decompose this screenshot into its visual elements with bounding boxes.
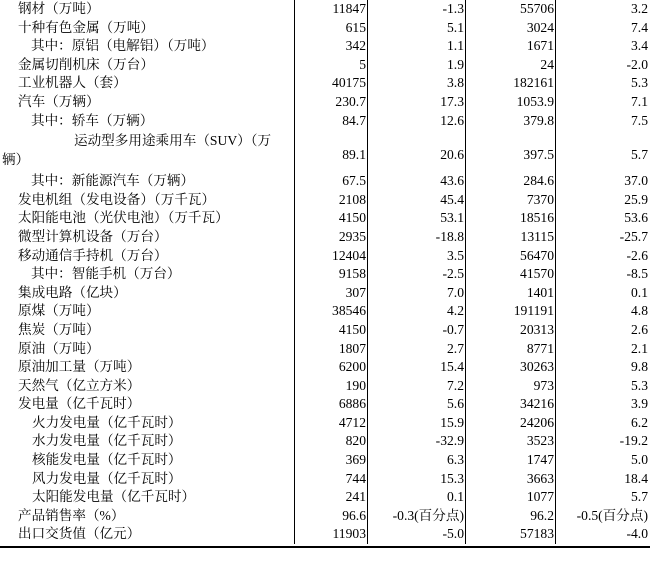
- table-row: [0, 130, 650, 172]
- value-cell-col4: 3.2: [631, 1, 648, 16]
- value-cell-col1: 744: [345, 470, 366, 486]
- value-cell-col4: 5.0: [631, 452, 648, 468]
- value-cell-col4: -2.6: [626, 247, 648, 263]
- value-cell-col3: 3663: [526, 470, 554, 486]
- value-cell-col1: 307: [345, 284, 366, 300]
- row-label: 产品销售率（%）: [18, 507, 125, 523]
- value-cell-col2: -0.7: [442, 321, 464, 337]
- value-cell-col1: 84.7: [342, 112, 366, 128]
- value-cell-col1: 2108: [338, 191, 366, 207]
- value-cell-col3: 1077: [526, 489, 554, 505]
- value-cell-col1: 89.1: [342, 147, 366, 163]
- value-cell-col3: 3024: [526, 19, 554, 35]
- value-cell-col4: 7.1: [631, 93, 648, 109]
- value-cell-col2: 4.2: [447, 303, 464, 319]
- value-cell-col4: -2.0: [626, 56, 648, 72]
- table-row: [0, 284, 650, 303]
- value-cell-col2: 53.1: [440, 210, 464, 226]
- value-cell-col3: 379.8: [523, 112, 554, 128]
- value-cell-col3: 973: [533, 377, 554, 393]
- row-label: 其中：原铝（电解铝）（万吨）: [31, 38, 215, 54]
- value-cell-col3: 8771: [526, 340, 554, 356]
- row-label: 发电量（亿千瓦时）: [18, 396, 141, 412]
- row-label: 天然气（亿立方米）: [18, 377, 141, 393]
- table-row: [0, 395, 650, 414]
- value-cell-col2: 20.6: [440, 147, 464, 163]
- value-cell-col1: 2935: [338, 228, 366, 244]
- table-row: [0, 172, 650, 191]
- value-cell-col3: 96.2: [530, 507, 554, 523]
- value-cell-col3: 57183: [520, 526, 554, 542]
- table-row: [0, 488, 650, 507]
- value-cell-col2: 15.9: [440, 414, 464, 430]
- value-cell-col4: 2.6: [631, 321, 648, 337]
- row-label: 钢材（万吨）: [18, 1, 100, 16]
- table-row: [0, 37, 650, 56]
- row-label: 移动通信手持机（万台）: [18, 247, 168, 263]
- value-cell-col3: 191191: [513, 303, 554, 319]
- table-bottom-border: [0, 546, 650, 548]
- table-row: [0, 507, 650, 526]
- row-label: 太阳能发电量（亿千瓦时）: [32, 489, 196, 505]
- value-cell-col3: 56470: [520, 247, 554, 263]
- table-row: [0, 321, 650, 340]
- value-cell-col1: 6886: [338, 396, 366, 412]
- table-row: [0, 377, 650, 396]
- value-cell-col3: 1053.9: [516, 93, 554, 109]
- table-row: [0, 191, 650, 210]
- value-cell-col4: 3.9: [631, 396, 648, 412]
- value-cell-col2: 2.7: [447, 340, 464, 356]
- value-cell-col2: -0.3(百分点): [392, 507, 464, 523]
- value-cell-col1: 5: [359, 56, 366, 72]
- row-label: 原油（万吨）: [18, 340, 100, 356]
- value-cell-col1: 241: [345, 489, 366, 505]
- value-cell-col2: 43.6: [440, 173, 464, 189]
- value-cell-col4: 4.8: [631, 303, 648, 319]
- value-cell-col2: 15.4: [440, 359, 464, 375]
- value-cell-col1: 342: [345, 38, 366, 54]
- row-label: 火力发电量（亿千瓦时）: [32, 414, 182, 430]
- table-row: [0, 0, 650, 19]
- table-row: [0, 525, 650, 544]
- value-cell-col4: 2.1: [631, 340, 648, 356]
- value-cell-col4: 37.0: [624, 173, 648, 189]
- value-cell-col3: 41570: [520, 266, 554, 282]
- table-row: [0, 112, 650, 131]
- value-cell-col2: 15.3: [440, 470, 464, 486]
- value-cell-col3: 55706: [520, 1, 554, 16]
- row-label: 其中：轿车（万辆）: [31, 112, 154, 128]
- table-row: [0, 74, 650, 93]
- value-cell-col3: 1747: [526, 452, 554, 468]
- table-row: [0, 93, 650, 112]
- value-cell-col4: 7.4: [631, 19, 648, 35]
- table-row: [0, 247, 650, 266]
- value-cell-col1: 11903: [332, 526, 366, 542]
- row-label: 金属切削机床（万台）: [18, 56, 154, 72]
- value-cell-col1: 615: [345, 19, 366, 35]
- table-row: [0, 302, 650, 321]
- row-label: 出口交货值（亿元）: [18, 526, 141, 542]
- value-cell-col3: 18516: [520, 210, 554, 226]
- table-row: [0, 432, 650, 451]
- value-cell-col4: 18.4: [624, 470, 648, 486]
- value-cell-col4: -19.2: [619, 433, 648, 449]
- value-cell-col4: 0.1: [631, 284, 648, 300]
- table-row: [0, 265, 650, 284]
- value-cell-col1: 6200: [338, 359, 366, 375]
- table-row: [0, 228, 650, 247]
- value-cell-col3: 397.5: [523, 147, 554, 163]
- value-cell-col2: -1.3: [442, 1, 464, 16]
- value-cell-col3: 34216: [520, 396, 554, 412]
- row-label: 工业机器人（套）: [18, 75, 127, 91]
- row-label: 核能发电量（亿千瓦时）: [32, 452, 182, 468]
- value-cell-col3: 3523: [526, 433, 554, 449]
- row-label: 十种有色金属（万吨）: [18, 19, 154, 35]
- value-cell-col2: 7.2: [447, 377, 464, 393]
- table-row: [0, 358, 650, 377]
- value-cell-col2: 3.8: [447, 75, 464, 91]
- value-cell-col1: 190: [345, 377, 366, 393]
- value-cell-col1: 4150: [338, 321, 366, 337]
- table-row: [0, 56, 650, 75]
- value-cell-col4: -4.0: [626, 526, 648, 542]
- value-cell-col1: 1807: [338, 340, 366, 356]
- row-label: 水力发电量（亿千瓦时）: [32, 433, 182, 449]
- value-cell-col1: 40175: [332, 75, 366, 91]
- table-row: [0, 19, 650, 38]
- row-label: 微型计算机设备（万台）: [18, 228, 168, 244]
- value-cell-col4: 25.9: [624, 191, 648, 207]
- row-label: 焦炭（万吨）: [18, 321, 100, 337]
- row-label: 集成电路（亿块）: [18, 284, 127, 300]
- value-cell-col2: 5.6: [447, 396, 464, 412]
- row-label: 风力发电量（亿千瓦时）: [32, 470, 182, 486]
- value-cell-col1: 67.5: [342, 173, 366, 189]
- table-row: [0, 209, 650, 228]
- row-label-line2: 辆）: [2, 152, 30, 168]
- value-cell-col2: 0.1: [447, 489, 464, 505]
- row-label: 其中：新能源汽车（万辆）: [31, 173, 195, 189]
- value-cell-col3: 20313: [520, 321, 554, 337]
- value-cell-col4: 9.8: [631, 359, 648, 375]
- value-cell-col4: 5.3: [631, 377, 648, 393]
- value-cell-col4: 3.4: [631, 38, 648, 54]
- row-label: 原油加工量（万吨）: [18, 359, 141, 375]
- value-cell-col1: 11847: [332, 1, 366, 16]
- value-cell-col1: 230.7: [335, 93, 366, 109]
- value-cell-col2: -2.5: [442, 266, 464, 282]
- value-cell-col1: 38546: [332, 303, 366, 319]
- value-cell-col2: 17.3: [440, 93, 464, 109]
- value-cell-col2: 1.1: [447, 38, 464, 54]
- value-cell-col4: 6.2: [631, 414, 648, 430]
- value-cell-col3: 7370: [526, 191, 554, 207]
- value-cell-col4: 53.6: [624, 210, 648, 226]
- row-label: 发电机组（发电设备）（万千瓦）: [18, 191, 216, 207]
- value-cell-col1: 369: [345, 452, 366, 468]
- value-cell-col4: 5.3: [631, 75, 648, 91]
- value-cell-col4: 5.7: [631, 147, 648, 163]
- value-cell-col2: 45.4: [440, 191, 464, 207]
- value-cell-col1: 12404: [332, 247, 366, 263]
- value-cell-col4: 7.5: [631, 112, 648, 128]
- value-cell-col4: -8.5: [626, 266, 648, 282]
- row-label: 太阳能电池（光伏电池）（万千瓦）: [18, 210, 229, 226]
- value-cell-col1: 820: [345, 433, 366, 449]
- value-cell-col4: -0.5(百分点): [576, 507, 648, 523]
- value-cell-col1: 96.6: [342, 507, 366, 523]
- value-cell-col1: 4150: [338, 210, 366, 226]
- value-cell-col3: 1401: [526, 284, 554, 300]
- value-cell-col2: -32.9: [435, 433, 464, 449]
- value-cell-col2: -18.8: [435, 228, 464, 244]
- value-cell-col2: 1.9: [447, 56, 464, 72]
- value-cell-col1: 9158: [338, 266, 366, 282]
- value-cell-col2: 7.0: [447, 284, 464, 300]
- row-label: 其中：智能手机（万台）: [31, 266, 181, 282]
- table-row: [0, 340, 650, 359]
- value-cell-col2: 5.1: [447, 19, 464, 35]
- row-label: 原煤（万吨）: [18, 303, 100, 319]
- value-cell-col2: 12.6: [440, 112, 464, 128]
- value-cell-col3: 13115: [520, 228, 554, 244]
- value-cell-col3: 30263: [520, 359, 554, 375]
- row-label-line1: 运动型多用途乘用车（SUV）（万: [74, 133, 272, 149]
- value-cell-col1: 4712: [338, 414, 366, 430]
- value-cell-col3: 24206: [520, 414, 554, 430]
- value-cell-col4: -25.7: [619, 228, 648, 244]
- value-cell-col2: 6.3: [447, 452, 464, 468]
- value-cell-col3: 24: [540, 56, 554, 72]
- row-label: 汽车（万辆）: [18, 93, 100, 109]
- value-cell-col3: 1671: [526, 38, 554, 54]
- table-row: [0, 470, 650, 489]
- value-cell-col3: 182161: [513, 75, 554, 91]
- table-row: [0, 451, 650, 470]
- table-row: [0, 414, 650, 433]
- value-cell-col4: 5.7: [631, 489, 648, 505]
- value-cell-col2: 3.5: [447, 247, 464, 263]
- value-cell-col3: 284.6: [523, 173, 554, 189]
- value-cell-col2: -5.0: [442, 526, 464, 542]
- row-label: [0, 131, 271, 169]
